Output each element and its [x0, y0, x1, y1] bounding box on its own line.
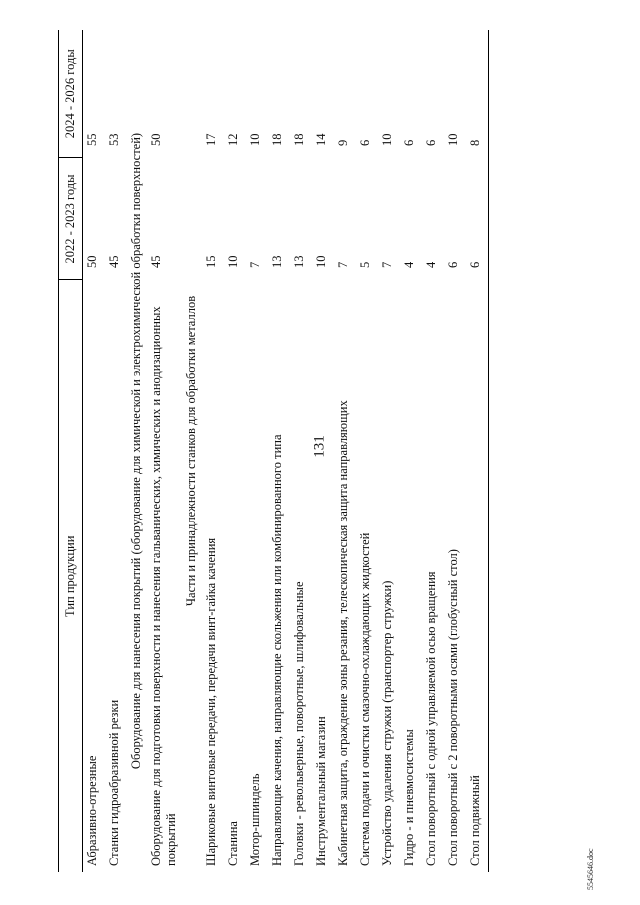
- value-2022-2023: 7: [247, 261, 262, 268]
- value-2024-2026: 55: [85, 133, 99, 146]
- product-name: Станки гидроабразивной резки: [107, 699, 121, 866]
- value-2024-2026: 9: [335, 139, 350, 146]
- product-name: Оборудование для подготовки поверхности и нанесения гальванических, химических и анодизационных покрытий: [148, 306, 179, 866]
- production-table: [58, 30, 489, 872]
- value-2024-2026: 10: [247, 133, 262, 146]
- product-name: Станина: [225, 821, 240, 866]
- product-name: Устройство удаления стружки (транспортер стружки): [379, 580, 394, 866]
- product-name: Направляющие качения, направляющие скольжения или комбинированного типа: [269, 434, 284, 866]
- value-2022-2023: 6: [445, 261, 460, 268]
- page-number: 131: [311, 435, 328, 458]
- product-name: Мотор-шпиндель: [247, 773, 262, 866]
- table-row: [290, 30, 312, 872]
- table-category-row: [127, 30, 147, 872]
- value-2022-2023: 13: [291, 255, 306, 268]
- table-row: [334, 30, 356, 872]
- product-name: Абразивно-отрезные: [85, 755, 99, 866]
- value-2024-2026: 6: [357, 139, 372, 146]
- value-2024-2026: 10: [445, 133, 460, 146]
- value-2024-2026: 10: [379, 133, 394, 146]
- value-2022-2023: 7: [335, 261, 350, 268]
- product-name: Стол поворотный с 2 поворотными осями (глобусный стол): [445, 549, 460, 866]
- value-2024-2026: 12: [225, 133, 240, 146]
- table-row: [422, 30, 444, 872]
- table-row: [466, 30, 489, 872]
- product-name: Шариковые винтовые передачи, передачи винт-гайка качения: [203, 537, 218, 866]
- table-row: [378, 30, 400, 872]
- value-2022-2023: 15: [203, 255, 218, 268]
- value-2022-2023: 7: [379, 261, 394, 268]
- header-period-2022-2023: 2022 - 2023 годы: [59, 158, 83, 280]
- table-row: [268, 30, 290, 872]
- value-2022-2023: 4: [401, 261, 416, 268]
- value-2022-2023: 13: [269, 255, 284, 268]
- table-body: [83, 30, 489, 872]
- value-2024-2026: 18: [269, 133, 284, 146]
- product-name: Головки - револьверные, поворотные, шлифовальные: [291, 581, 306, 866]
- value-2022-2023: 5: [357, 261, 372, 268]
- value-2024-2026: 8: [466, 30, 489, 158]
- table-row: [246, 30, 268, 872]
- value-2022-2023: 45: [107, 255, 121, 268]
- table-row: [147, 30, 182, 872]
- value-2022-2023: 45: [148, 255, 163, 268]
- product-name: Система подачи и очистки смазочно-охлаждающих жидкостей: [357, 532, 372, 866]
- product-name: Гидро - и пневмосистемы: [401, 729, 416, 866]
- value-2022-2023: 6: [466, 158, 489, 280]
- footer-code: 5545646.doc: [586, 848, 595, 890]
- value-2024-2026: 17: [203, 133, 218, 146]
- value-2024-2026: 14: [313, 133, 328, 146]
- rotated-table-container: [58, 30, 593, 872]
- value-2024-2026: 6: [401, 139, 416, 146]
- header-period-2024-2026: 2024 - 2026 годы: [59, 30, 83, 158]
- category-label: Части и принадлежности станков для обработки металлов: [183, 295, 198, 607]
- table-row: [105, 30, 127, 872]
- product-name: Инструментальный магазин: [313, 716, 328, 866]
- table-row: [312, 30, 334, 872]
- table-row: [202, 30, 224, 872]
- product-name: Стол подвижный: [466, 280, 489, 872]
- product-name: Стол поворотный с одной управляемой осью вращения: [423, 571, 438, 866]
- header-product-type: Тип продукции: [59, 280, 83, 872]
- table-row: [400, 30, 422, 872]
- value-2024-2026: 53: [107, 133, 121, 146]
- table-category-row: [182, 30, 202, 872]
- value-2022-2023: 10: [313, 255, 328, 268]
- table-row: [444, 30, 466, 872]
- value-2022-2023: 4: [423, 261, 438, 268]
- product-name: Кабинетная защита, ограждение зоны резания, телескопическая защита направляющих: [335, 400, 350, 866]
- table-row: [83, 30, 106, 872]
- value-2024-2026: 50: [148, 133, 163, 146]
- value-2024-2026: 6: [423, 139, 438, 146]
- value-2022-2023: 50: [85, 255, 99, 268]
- table-header-row: [59, 30, 83, 872]
- table-row: [224, 30, 246, 872]
- category-label: Оборудование для нанесения покрытий (оборудование для химической и электрохимической обработки поверхностей): [129, 132, 143, 770]
- table-row: [356, 30, 378, 872]
- value-2024-2026: 18: [291, 133, 306, 146]
- value-2022-2023: 10: [225, 255, 240, 268]
